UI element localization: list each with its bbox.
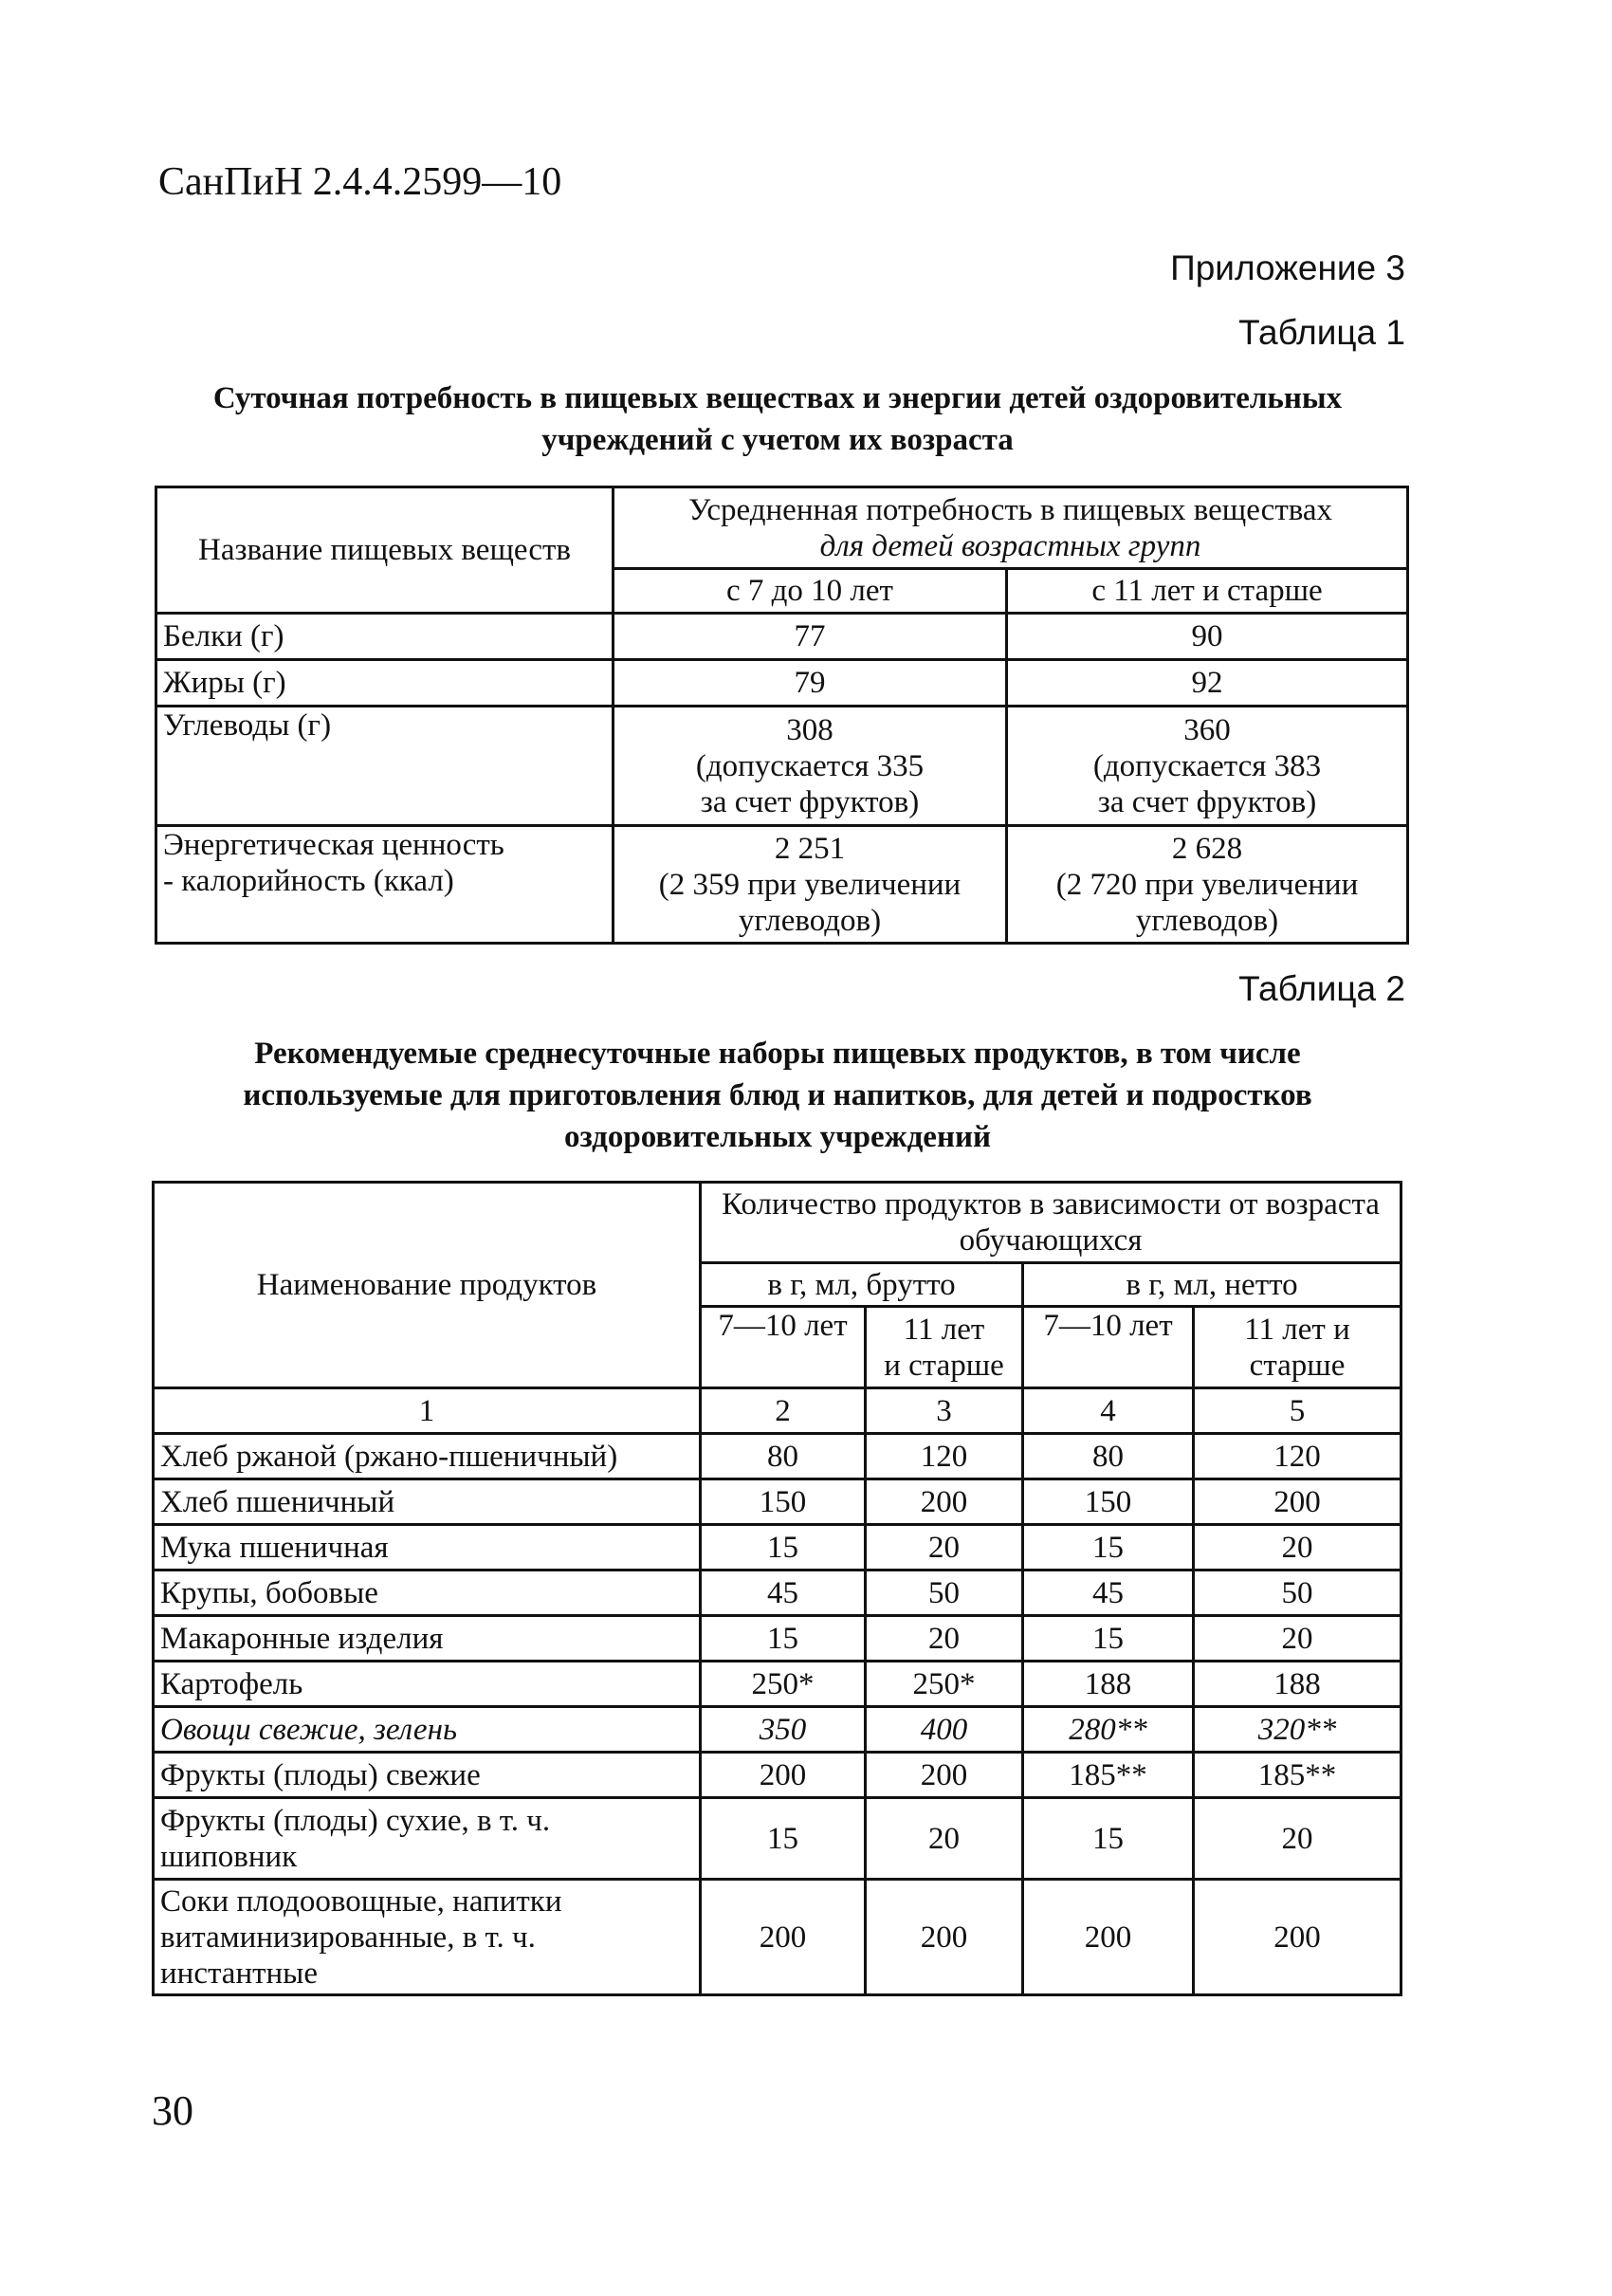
table1-caption: Суточная потребность в пищевых веществах и энергии детей оздоровительных учреждений с учетом их возраста xyxy=(212,381,1343,457)
product-value: 80 xyxy=(701,1434,866,1479)
product-value: 120 xyxy=(1194,1434,1401,1479)
column-number: 4 xyxy=(1023,1388,1194,1434)
product-value: 185** xyxy=(1023,1753,1194,1798)
document-code: СанПиН 2.4.4.2599—10 xyxy=(158,160,562,204)
nutrient-name: Углеводы (г) xyxy=(156,707,614,826)
nutrient-name: Энергетическая ценность - калорийность (ккал) xyxy=(156,826,614,944)
product-value: 200 xyxy=(866,1880,1023,1995)
table-row xyxy=(154,1798,1401,1880)
table1-header-age2: с 11 лет и старше xyxy=(1007,569,1408,614)
table2-header-name: Наименование продуктов xyxy=(154,1183,701,1388)
table2-header-age: 11 лет и старше xyxy=(866,1307,1023,1388)
product-name: Мука пшеничная xyxy=(154,1525,701,1570)
product-value: 120 xyxy=(866,1434,1023,1479)
table-row xyxy=(154,1570,1401,1616)
nutrient-value: 2 628 (2 720 при увеличении углеводов) xyxy=(1007,826,1408,944)
product-value: 15 xyxy=(1023,1798,1194,1880)
table1-header-age1: с 7 до 10 лет xyxy=(614,569,1007,614)
table2-header-age: 7—10 лет xyxy=(1023,1307,1194,1388)
product-value: 200 xyxy=(866,1753,1023,1798)
table1-header-group xyxy=(614,487,1408,569)
column-number-row xyxy=(154,1388,1401,1434)
table-row xyxy=(154,1616,1401,1662)
product-value: 200 xyxy=(1194,1880,1401,1995)
product-name: Овощи свежие, зелень xyxy=(154,1707,701,1753)
column-number: 3 xyxy=(866,1388,1023,1434)
product-value: 188 xyxy=(1023,1662,1194,1707)
nutrient-value: 90 xyxy=(1007,614,1408,660)
table-row xyxy=(156,614,1408,660)
product-value: 200 xyxy=(1023,1880,1194,1995)
product-value: 200 xyxy=(701,1753,866,1798)
table2-header-netto: в г, мл, нетто xyxy=(1023,1263,1401,1307)
product-name: Фрукты (плоды) свежие xyxy=(154,1753,701,1798)
product-value: 250* xyxy=(866,1662,1023,1707)
appendix-label: Приложение 3 xyxy=(1170,248,1405,287)
nutrient-value: 360 (допускается 383 за счет фруктов) xyxy=(1007,707,1408,826)
table1-label: Таблица 1 xyxy=(1238,313,1405,352)
table1-header-group-sub: для детей возрастных групп xyxy=(819,528,1201,563)
table-row xyxy=(156,660,1408,707)
product-value: 185** xyxy=(1194,1753,1401,1798)
table-row xyxy=(154,1479,1401,1525)
food-sets-table xyxy=(152,1181,1402,1996)
product-value: 150 xyxy=(1023,1479,1194,1525)
product-value: 50 xyxy=(866,1570,1023,1616)
product-value: 320** xyxy=(1194,1707,1401,1753)
column-number: 2 xyxy=(701,1388,866,1434)
nutrient-value: 77 xyxy=(614,614,1007,660)
table-row xyxy=(154,1707,1401,1753)
product-value: 15 xyxy=(1023,1616,1194,1662)
product-value: 20 xyxy=(1194,1616,1401,1662)
product-name: Фрукты (плоды) сухие, в т. ч. шиповник xyxy=(154,1798,701,1880)
table-row xyxy=(154,1753,1401,1798)
product-value: 20 xyxy=(1194,1525,1401,1570)
table1-header-name: Название пищевых веществ xyxy=(156,487,614,614)
nutrient-value: 308 (допускается 335 за счет фруктов) xyxy=(614,707,1007,826)
column-number: 5 xyxy=(1194,1388,1401,1434)
product-name: Макаронные изделия xyxy=(154,1616,701,1662)
column-number: 1 xyxy=(154,1388,701,1434)
product-value: 150 xyxy=(701,1479,866,1525)
product-value: 400 xyxy=(866,1707,1023,1753)
table-row xyxy=(156,707,1408,826)
product-name: Соки плодоовощные, напитки витаминизированные, в т. ч. инстантные xyxy=(154,1880,701,1995)
table2-caption: Рекомендуемые среднесуточные наборы пищевых продуктов, в том числе используемые для приготовления блюд и напитков, для детей и подростков оздоровительных учреждений xyxy=(243,1037,1312,1154)
nutrient-name: Жиры (г) xyxy=(156,660,614,707)
product-value: 280** xyxy=(1023,1707,1194,1753)
table-row xyxy=(154,1525,1401,1570)
product-name: Крупы, бобовые xyxy=(154,1570,701,1616)
table2-header-group: Количество продуктов в зависимости от возраста обучающихся xyxy=(701,1183,1401,1263)
product-name: Хлеб пшеничный xyxy=(154,1479,701,1525)
nutrient-needs-table xyxy=(155,486,1409,945)
product-value: 200 xyxy=(866,1479,1023,1525)
product-value: 45 xyxy=(701,1570,866,1616)
product-value: 20 xyxy=(866,1525,1023,1570)
product-value: 45 xyxy=(1023,1570,1194,1616)
product-value: 15 xyxy=(701,1798,866,1880)
nutrient-value: 92 xyxy=(1007,660,1408,707)
table-row xyxy=(154,1662,1401,1707)
table1-header-group-title: Усредненная потребность в пищевых веществах xyxy=(687,492,1333,527)
table2-header-age: 11 лет и старше xyxy=(1194,1307,1401,1388)
product-value: 15 xyxy=(1023,1525,1194,1570)
page-number: 30 xyxy=(152,2087,193,2134)
product-value: 188 xyxy=(1194,1662,1401,1707)
product-name: Картофель xyxy=(154,1662,701,1707)
product-name: Хлеб ржаной (ржано-пшеничный) xyxy=(154,1434,701,1479)
table2-label: Таблица 2 xyxy=(1238,969,1405,1008)
product-value: 80 xyxy=(1023,1434,1194,1479)
product-value: 200 xyxy=(1194,1479,1401,1525)
table2-header-age: 7—10 лет xyxy=(701,1307,866,1388)
table2-header-brutto: в г, мл, брутто xyxy=(701,1263,1023,1307)
product-value: 20 xyxy=(1194,1798,1401,1880)
product-value: 200 xyxy=(701,1880,866,1995)
product-value: 15 xyxy=(701,1616,866,1662)
table-row xyxy=(154,1434,1401,1479)
nutrient-value: 2 251 (2 359 при увеличении углеводов) xyxy=(614,826,1007,944)
nutrient-value: 79 xyxy=(614,660,1007,707)
product-value: 20 xyxy=(866,1616,1023,1662)
product-value: 350 xyxy=(701,1707,866,1753)
nutrient-name: Белки (г) xyxy=(156,614,614,660)
product-value: 50 xyxy=(1194,1570,1401,1616)
product-value: 15 xyxy=(701,1525,866,1570)
product-value: 250* xyxy=(701,1662,866,1707)
table-row xyxy=(156,826,1408,944)
table-row xyxy=(154,1880,1401,1995)
product-value: 20 xyxy=(866,1798,1023,1880)
